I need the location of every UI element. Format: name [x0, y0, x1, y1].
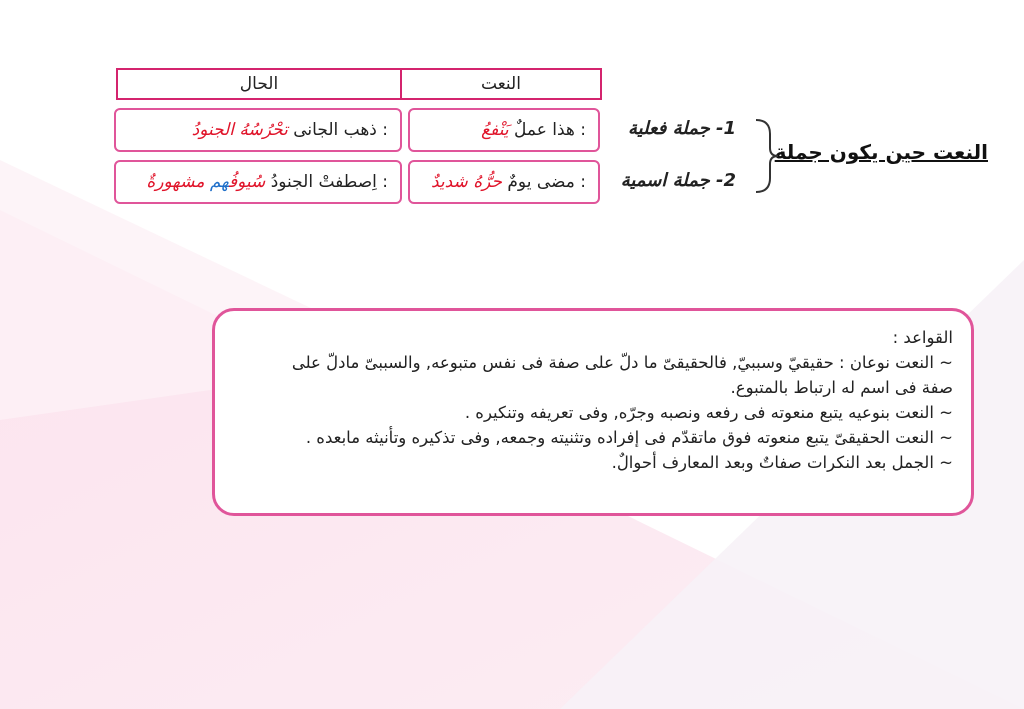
page-title: النعت حين يكون جملة: [774, 140, 988, 164]
rules-heading: القواعد :: [892, 328, 953, 347]
curly-brace-icon: [752, 118, 782, 194]
example-colon: :: [382, 120, 388, 140]
example-text: اِصطفتْ الجنودُ: [265, 172, 377, 192]
example-colon: :: [580, 172, 586, 192]
example-text: مضى يومٌ: [501, 172, 575, 192]
rule-line: ~ الجمل بعد النكرات صفاتٌ وبعد المعارف أحوالٌ.: [611, 453, 953, 472]
highlighted-adjective: يَنْفعُ: [481, 120, 509, 140]
example-tail: مشهورةٌ: [146, 172, 210, 192]
row-label-nominal: 2- جملة اسمية: [620, 170, 736, 191]
example-cell-hal-verbal: [114, 108, 402, 152]
rule-line: ~ النعت الحقيقىّ يتبع منعوته فوق ماتقدّم فى إفراده وتثنيته وجمعه, وفى تذكيره وتأنيثه مابعده .: [305, 428, 953, 447]
highlighted-circumstantial: سُيوفُ: [229, 172, 266, 192]
example-text: هذا عملٌ: [508, 120, 575, 140]
rule-line: صفة فى اسم له ارتباط بالمتبوع.: [730, 378, 953, 397]
row-label-verbal: 1- جملة فعلية: [627, 118, 736, 139]
example-colon: :: [382, 172, 388, 192]
example-cell-naat-verbal: [408, 108, 600, 152]
header-cell-naat: النعت: [400, 68, 602, 100]
highlighted-adjective: حرُّهُ: [473, 172, 502, 192]
example-colon: :: [580, 120, 586, 140]
example-cell-hal-nominal: [114, 160, 402, 204]
rule-line: ~ النعت نوعان : حقيقيّ وسببيّ, فالحقيقىّ ما دلّ على صفة فى نفس متبوعه, والسببىّ مادلّ على: [291, 353, 953, 372]
header-cell-hal: الحال: [116, 68, 402, 100]
example-tail: شديدٌ: [430, 172, 474, 192]
highlighted-pronoun: هم: [209, 172, 229, 192]
example-tail: الجنودُ: [191, 120, 240, 140]
rule-line: ~ النعت بنوعيه يتبع منعوته فى رفعه ونصبه وجرّه, وفى تعريفه وتنكيره .: [464, 403, 953, 422]
example-cell-naat-nominal: [408, 160, 600, 204]
highlighted-circumstantial: تحْرُسُهُ: [239, 120, 288, 140]
rules-box: [212, 308, 974, 516]
example-text: ذهب الجانى: [287, 120, 377, 140]
